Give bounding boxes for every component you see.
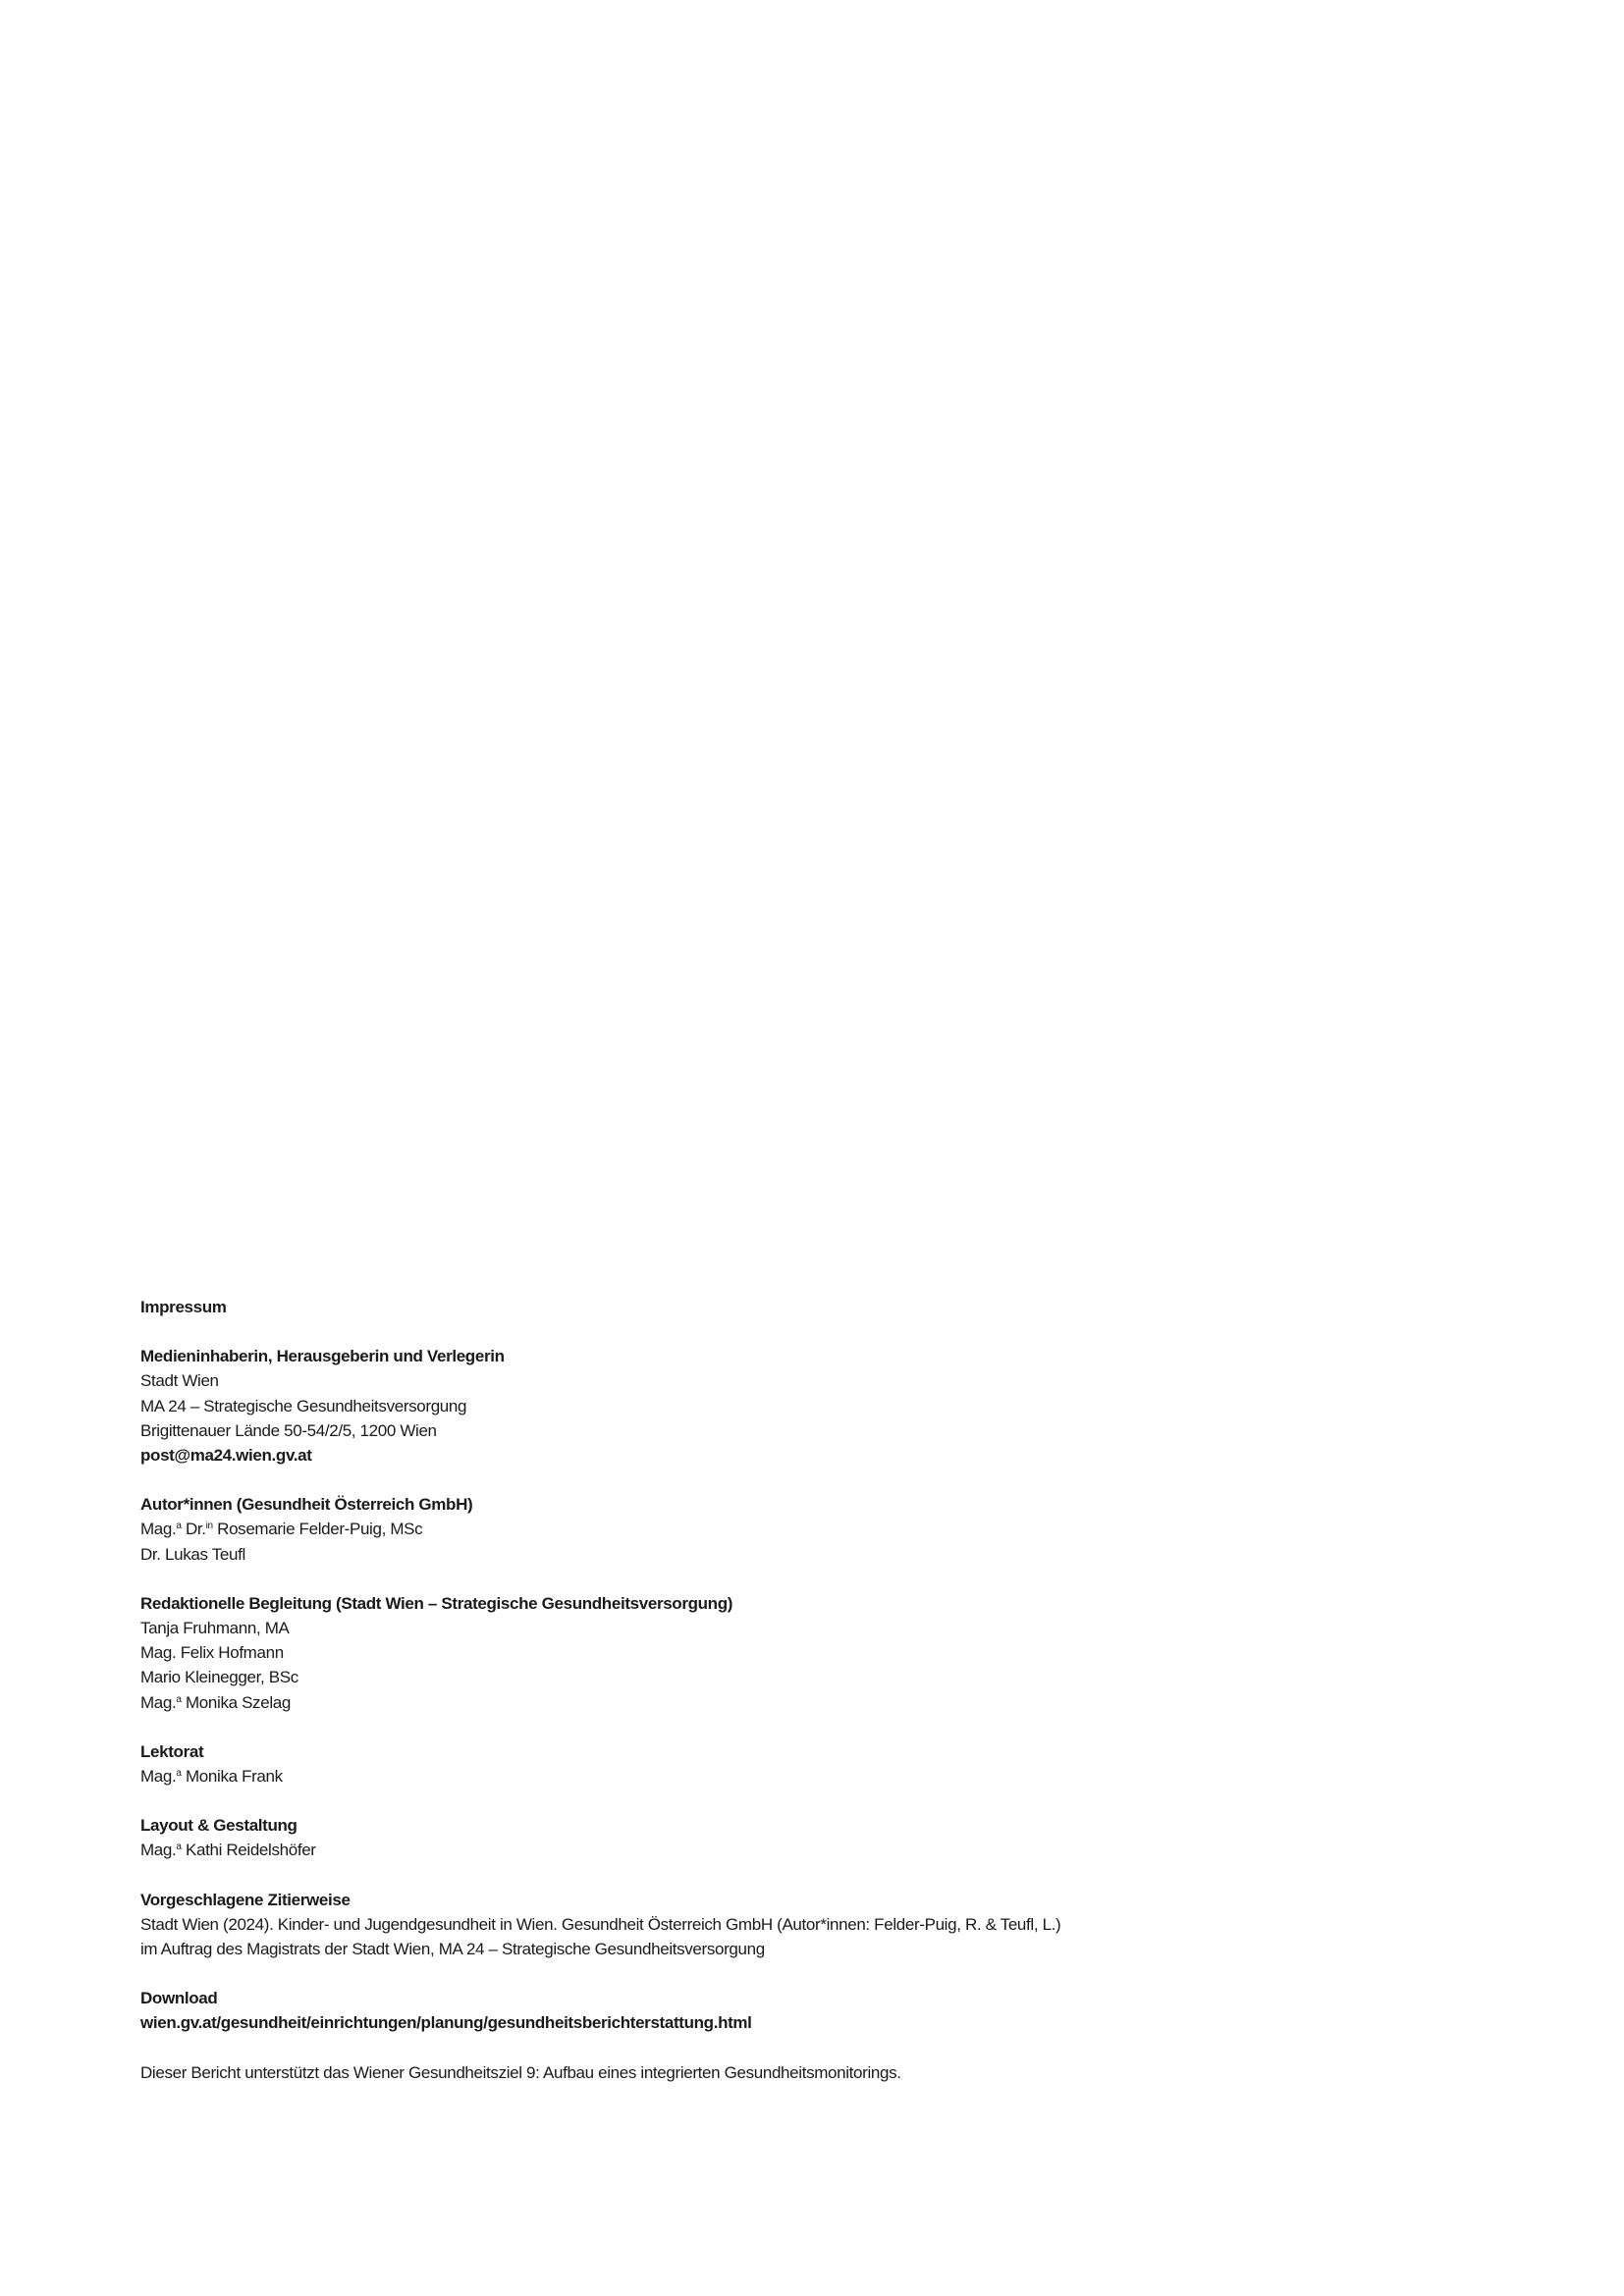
layout-heading: Layout & Gestaltung [140,1816,298,1836]
publisher-email-link[interactable]: post@ma24.wien.gv.at [140,1446,312,1466]
editorial-block [140,1591,1417,1715]
imprint-title: Impressum [140,1298,227,1316]
publisher-block [140,1344,1417,1468]
author-name: Dr. Lukas Teufl [140,1544,245,1564]
health-goal-note: Dieser Bericht unterstützt das Wiener Gesundheitsziel 9: Aufbau eines integrierten Gesundheitsmonitorings. [140,2062,901,2082]
publisher-line: MA 24 – Strategische Gesundheitsversorgung [140,1396,467,1415]
citation-text: im Auftrag des Magistrats der Stadt Wien, MA 24 – Strategische Gesundheitsversorgung [140,1940,765,1959]
publisher-line: Stadt Wien [140,1371,219,1391]
designer-name: Mag.$^a$ Kathi Reidelshöfer [140,1841,316,1860]
author-name: Mag.$^a$ Dr.$^{in}$ Rosemarie Felder-Puig, MSc [140,1520,423,1539]
editor-name: Mag.$^a$ Monika Szelag [140,1692,291,1712]
citation-block [140,1888,1417,1962]
download-heading: Download [140,1989,218,2008]
citation-text: Stadt Wien (2024). Kinder- und Jugendgesundheit in Wien. Gesundheit Österreich GmbH (Autor*innen: Felder-Puig, R. & Teufl, L.) [140,1914,1061,1934]
publisher-heading: Medieninhaberin, Herausgeberin und Verlegerin [140,1347,505,1366]
editor-name: Mario Kleinegger, BSc [140,1668,298,1687]
layout-block [140,1813,1417,1862]
editorial-heading: Redaktionelle Begleitung (Stadt Wien – Strategische Gesundheitsversorgung) [140,1593,733,1613]
download-block [140,1986,1417,2035]
imprint-section [140,1295,1417,2085]
authors-heading: Autor*innen (Gesundheit Österreich GmbH) [140,1495,473,1515]
editor-name: Tanja Fruhmann, MA [140,1619,290,1638]
proofreading-block [140,1739,1417,1789]
download-link[interactable]: wien.gv.at/gesundheit/einrichtungen/planung/gesundheitsberichterstattung.html [140,2013,752,2033]
publisher-line: Brigittenauer Lände 50-54/2/5, 1200 Wien [140,1420,437,1440]
authors-block [140,1492,1417,1567]
editor-name: Mag. Felix Hofmann [140,1643,284,1663]
proofreading-heading: Lektorat [140,1741,204,1761]
citation-heading: Vorgeschlagene Zitierweise [140,1890,351,1909]
proofreader-name: Mag.$^a$ Monika Frank [140,1767,283,1787]
